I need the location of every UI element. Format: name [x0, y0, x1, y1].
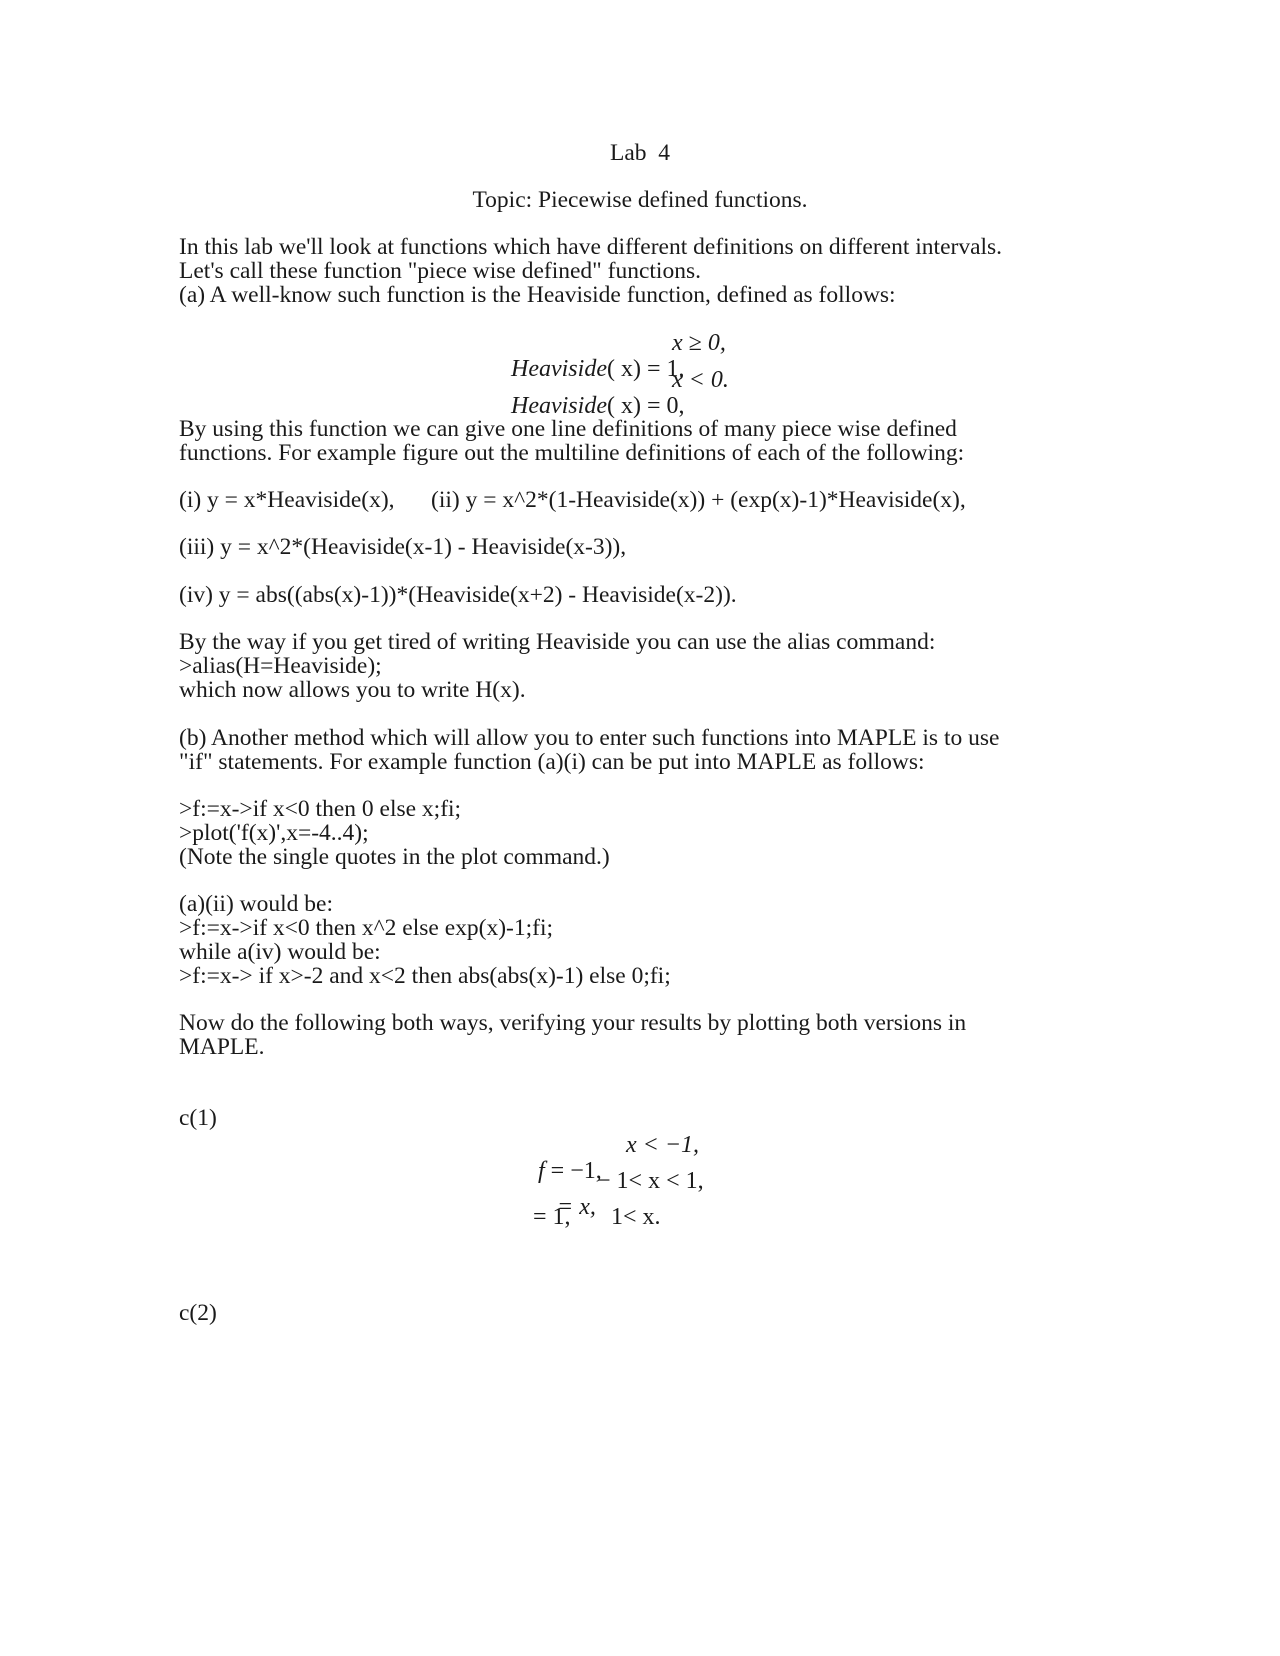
- alias-line-1: By the way if you get tired of writing Heaviside you can use the alias command:: [179, 629, 936, 655]
- code-line-a-iv: >f:=x-> if x>-2 and x<2 then abs(abs(x)-1) else 0;fi;: [179, 963, 671, 989]
- part-b-line-1: (b) Another method which will allow you to enter such functions into MAPLE is to use: [179, 725, 1000, 751]
- code-line-plot: >plot('f(x)',x=-4..4);: [179, 820, 369, 846]
- lab-title: Lab 4: [609, 140, 671, 166]
- now-do-line-2: MAPLE.: [179, 1034, 265, 1060]
- heaviside-name: Heaviside: [511, 393, 607, 419]
- heaviside-row2-condition: x < 0.: [672, 367, 729, 393]
- by-using-line-1: By using this function we can give one line definitions of many piece wise defined: [179, 416, 957, 442]
- heaviside-row1-condition: x ≥ 0,: [672, 330, 726, 356]
- heaviside-row2-value: ( x) = 0,: [606, 393, 685, 419]
- code-line-a-ii: >f:=x->if x<0 then x^2 else exp(x)-1;fi;: [179, 915, 554, 941]
- heaviside-name: Heaviside: [511, 356, 607, 382]
- code-line-f-def: >f:=x->if x<0 then 0 else x;fi;: [179, 796, 462, 822]
- heaviside-row1-value: ( x) = 1,: [606, 356, 685, 382]
- c2-label: c(2): [179, 1300, 217, 1326]
- by-using-line-2: functions. For example figure out the multiline definitions of each of the following:: [179, 440, 965, 466]
- intro-line-1: In this lab we'll look at functions which have different definitions on different intervals.: [179, 234, 1003, 260]
- a-ii-label: (a)(ii) would be:: [179, 891, 334, 917]
- c1-f-symbol: f: [538, 1158, 545, 1184]
- c1-row-3-condition: 1< x.: [611, 1204, 661, 1230]
- c1-row-1-value: = −1,: [544, 1158, 602, 1184]
- note-single-quotes: (Note the single quotes in the plot command.): [179, 844, 610, 870]
- c1-row-2-condition: − 1< x < 1,: [597, 1168, 704, 1194]
- c1-row-1-condition: x < −1,: [626, 1132, 700, 1158]
- example-i: (i) y = x*Heaviside(x),: [179, 487, 395, 513]
- c1-row-3-lhs: = 1,: [533, 1204, 571, 1230]
- example-ii: (ii) y = x^2*(1-Heaviside(x)) + (exp(x)-1)*Heaviside(x),: [431, 487, 966, 513]
- alias-line-3: which now allows you to write H(x).: [179, 677, 526, 703]
- a-iv-label: while a(iv) would be:: [179, 939, 381, 965]
- alias-command: >alias(H=Heaviside);: [179, 653, 382, 679]
- intro-line-3: (a) A well-know such function is the Heaviside function, defined as follows:: [179, 282, 896, 308]
- example-iv: (iv) y = abs((abs(x)-1))*(Heaviside(x+2) - Heaviside(x-2)).: [179, 582, 737, 608]
- part-b-line-2: "if" statements. For example function (a)(i) can be put into MAPLE as follows:: [179, 749, 925, 775]
- c1-row-2-value: = x,: [557, 1194, 596, 1220]
- c1-label: c(1): [179, 1105, 217, 1131]
- example-iii: (iii) y = x^2*(Heaviside(x-1) - Heaviside(x-3)),: [179, 534, 627, 560]
- now-do-line-1: Now do the following both ways, verifying your results by plotting both versions in: [179, 1010, 967, 1036]
- intro-line-2: Let's call these function "piece wise defined" functions.: [179, 258, 701, 284]
- topic-heading: Topic: Piecewise defined functions.: [472, 187, 808, 213]
